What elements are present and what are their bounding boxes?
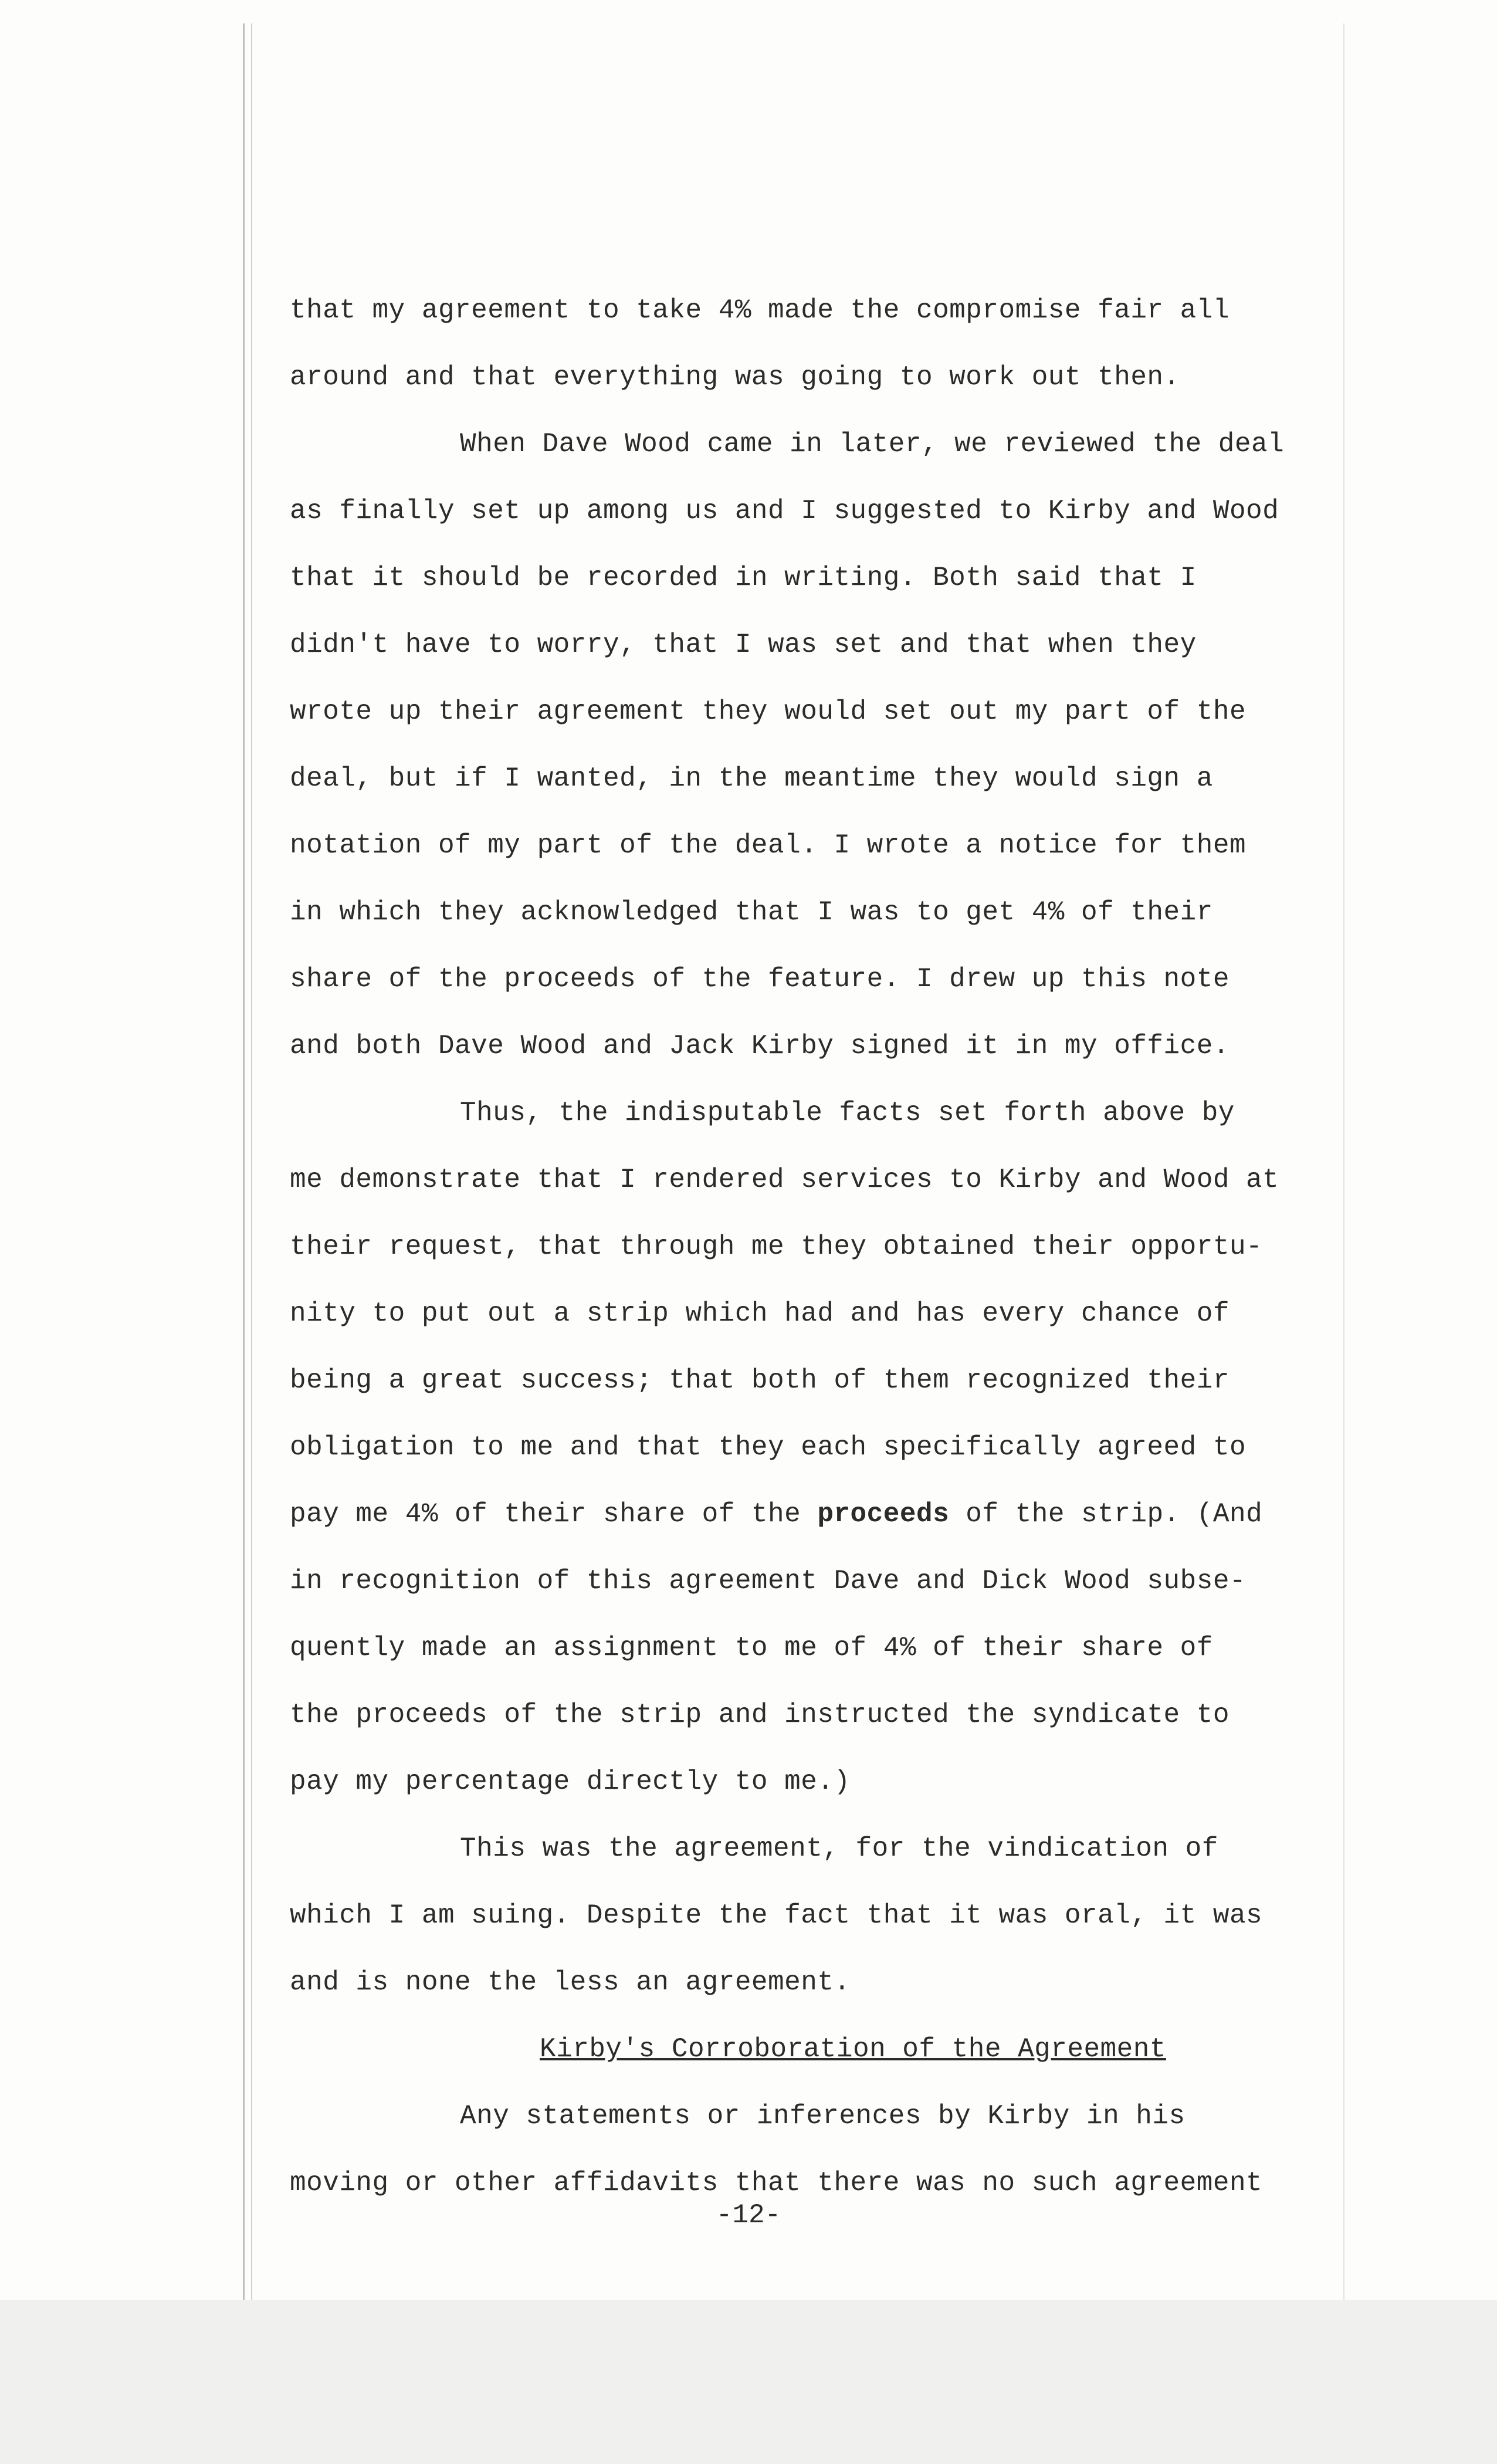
left-margin-rule: [243, 23, 245, 2300]
text-line: [290, 1481, 1346, 1548]
text-line: as finally set up among us and I suggested to Kirby and Wood: [290, 496, 1279, 526]
text-line: which I am suing. Despite the fact that it was oral, it was: [290, 1900, 1263, 1931]
bold-text-run: proceeds: [817, 1499, 950, 1529]
page-number: -12-: [716, 2200, 781, 2231]
text-line: wrote up their agreement they would set out my part of the: [290, 696, 1247, 727]
text-line: in recognition of this agreement Dave and Dick Wood subse-: [290, 1566, 1247, 1596]
text-line: obligation to me and that they each specifically agreed to: [290, 1432, 1247, 1463]
text-line: pay my percentage directly to me.): [290, 1766, 851, 1797]
text-line: share of the proceeds of the feature. I drew up this note: [290, 964, 1230, 994]
text-line: deal, but if I wanted, in the meantime they would sign a: [290, 763, 1213, 794]
text-line: moving or other affidavits that there was no such agreement: [290, 2168, 1263, 2198]
text-line: When Dave Wood came in later, we reviewed the deal: [460, 429, 1285, 459]
left-margin-rule-inner: [251, 23, 252, 2300]
text-line: nity to put out a strip which had and has every chance of: [290, 1298, 1230, 1329]
text-line: in which they acknowledged that I was to get 4% of their: [290, 897, 1213, 928]
text-line: didn't have to worry, that I was set and that when they: [290, 629, 1197, 660]
text-line: Any statements or inferences by Kirby in his: [460, 2101, 1186, 2131]
text-line: and is none the less an agreement.: [290, 1967, 851, 1998]
text-line: being a great success; that both of them recognized their: [290, 1365, 1230, 1396]
text-line: Thus, the indisputable facts set forth above by: [460, 1098, 1235, 1128]
document-body: [290, 277, 1346, 2216]
text-line: the proceeds of the strip and instructed the syndicate to: [290, 1700, 1230, 1730]
text-line: This was the agreement, for the vindication of: [460, 1833, 1218, 1864]
text-line: their request, that through me they obtained their opportu-: [290, 1231, 1263, 1262]
text-run: pay me 4% of their share of the: [290, 1499, 818, 1529]
text-line: that it should be recorded in writing. Both said that I: [290, 563, 1197, 593]
text-run: of the strip. (And: [949, 1499, 1263, 1529]
text-line: notation of my part of the deal. I wrote a notice for them: [290, 830, 1247, 861]
text-line: around and that everything was going to work out then.: [290, 362, 1180, 392]
text-line: and both Dave Wood and Jack Kirby signed it in my office.: [290, 1031, 1230, 1061]
section-heading: Kirby's Corroboration of the Agreement: [540, 2034, 1166, 2064]
text-line: that my agreement to take 4% made the compromise fair all: [290, 295, 1230, 326]
text-line: me demonstrate that I rendered services to Kirby and Wood at: [290, 1165, 1279, 1195]
page-bottom-edge: [0, 2300, 1497, 2464]
text-line: quently made an assignment to me of 4% of their share of: [290, 1633, 1213, 1663]
